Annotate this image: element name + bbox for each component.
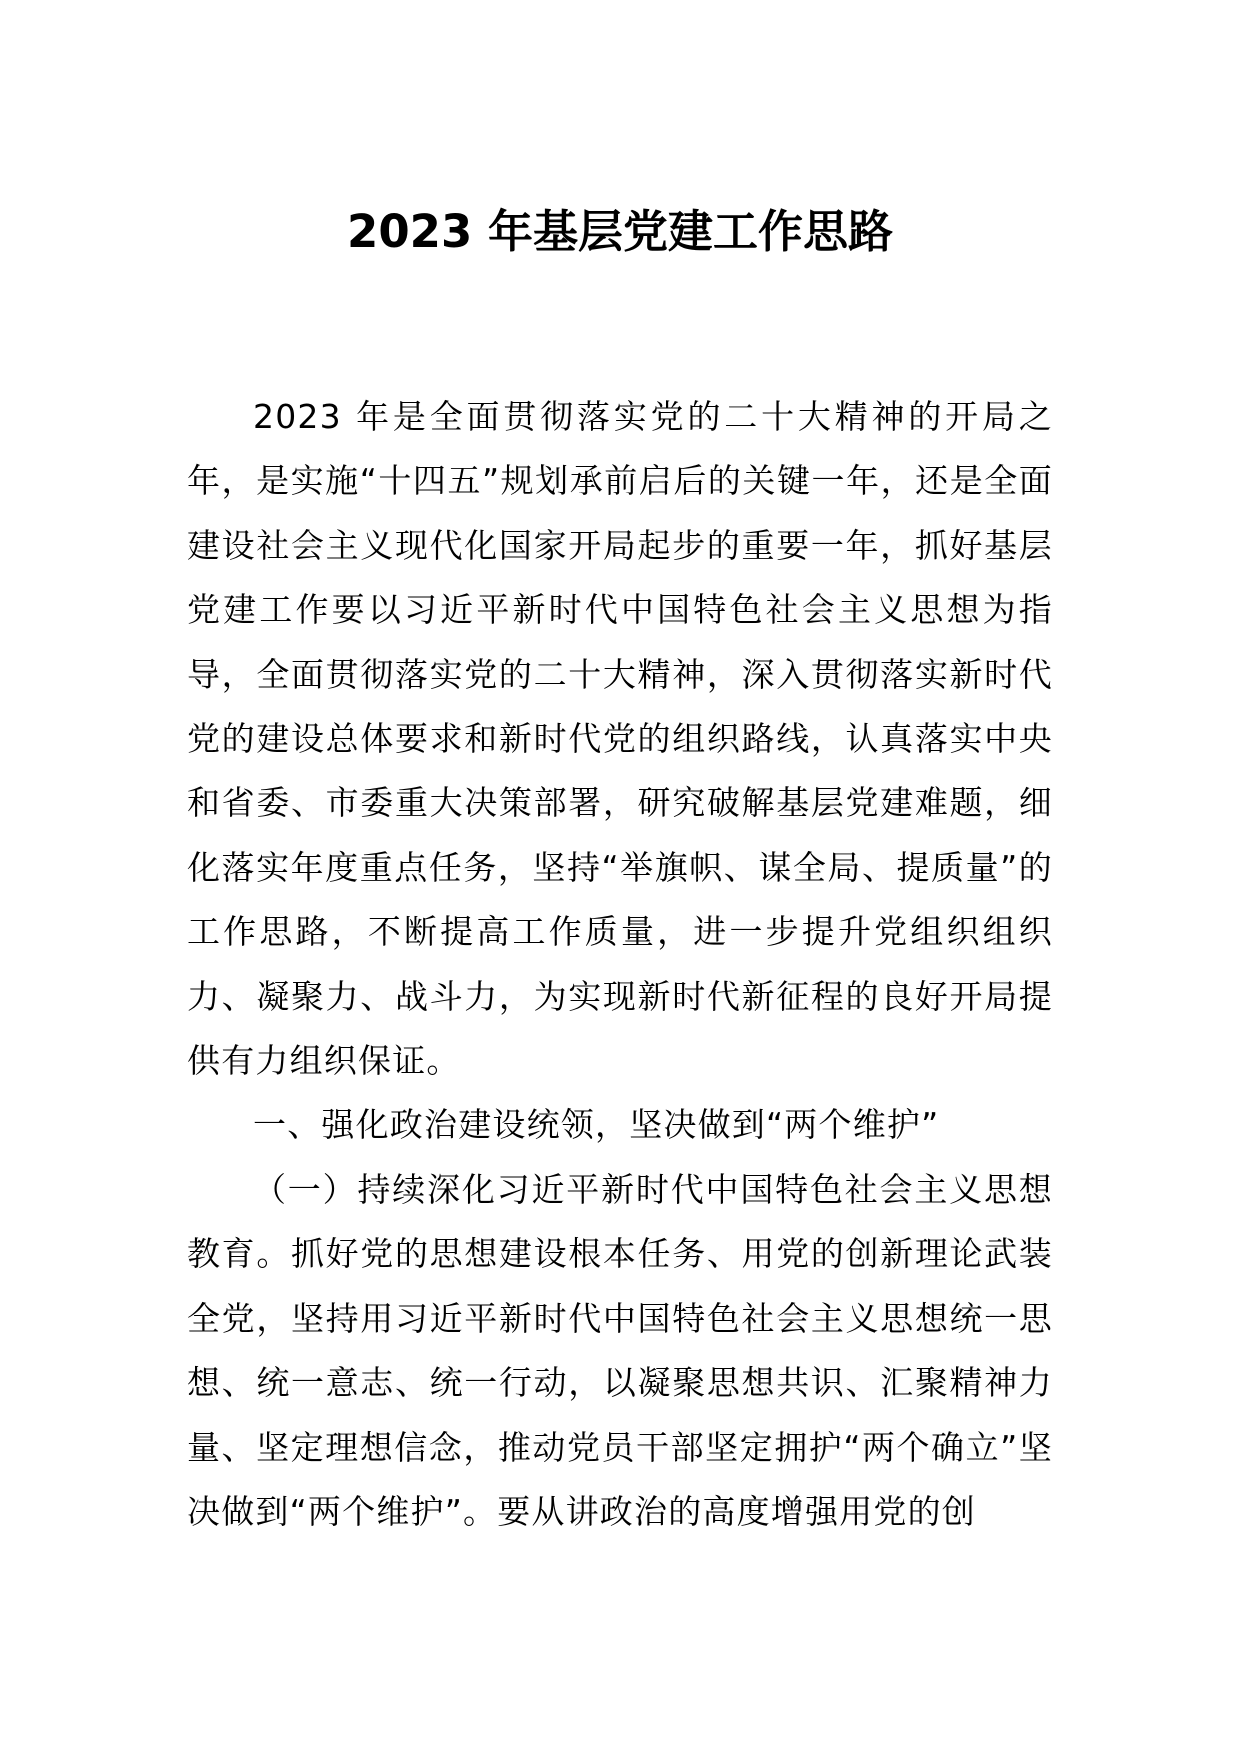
section-heading-1: 一、强化政治建设统领，坚决做到“两个维护” [253,1105,940,1145]
subsection-paragraph-1: （一）持续深化习近平新时代中国特色社会主义思想教育。抓好党的思想建设根本任务、用党的创新理论武装全党，坚持用习近平新时代中国特色社会主义思想统一思想、统一意志、统一行动，以凝聚思想共识、汇聚精神力量、坚定理想信念，推动党员干部坚定拥护“两个确立”坚决做到“两个维护”。要从讲政治的高度增强用党的创 [187,1169,1053,1531]
document-title: 2023 年基层党建工作思路 [347,205,893,258]
document-body [187,385,1053,1544]
intro-paragraph: 2023 年是全面贯彻落实党的二十大精神的开局之年，是实施“十四五”规划承前启后的关键一年，还是全面建设社会主义现代化国家开局起步的重要一年，抓好基层党建工作要以习近平新时代中国特色社会主义思想为指导，全面贯彻落实党的二十大精神，深入贯彻落实新时代党的建设总体要求和新时代党的组织路线，认真落实中央和省委、市委重大决策部署，研究破解基层党建难题，细化落实年度重点任务，坚持“举旗帜、谋全局、提质量”的工作思路，不断提高工作质量，进一步提升党组织组织力、凝聚力、战斗力，为实现新时代新征程的良好开局提供有力组织保证。 [187,397,1053,1081]
